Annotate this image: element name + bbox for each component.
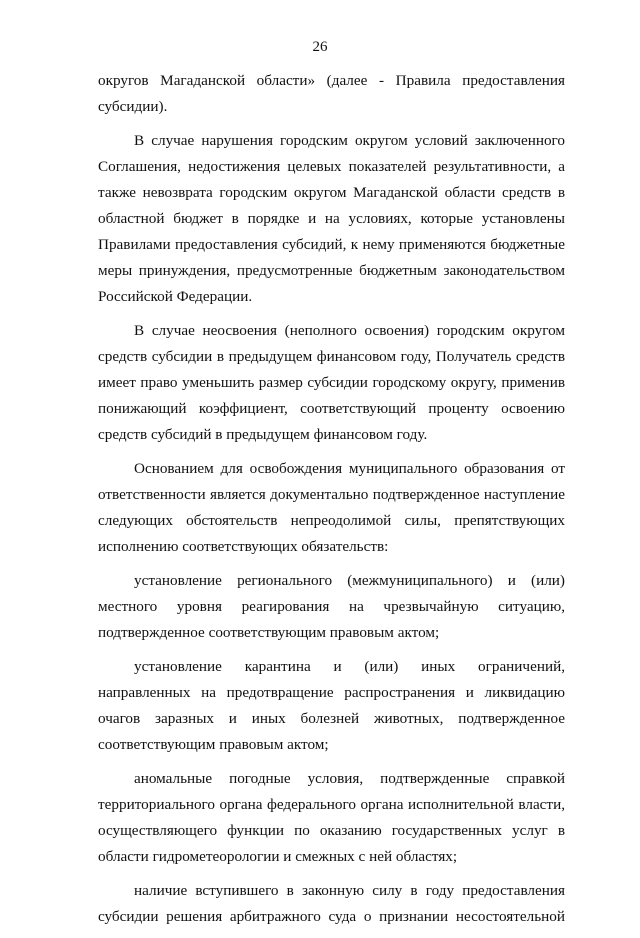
document-body — [98, 68, 565, 938]
list-item-weather-conditions: аномальные погодные условия, подтвержденные справкой территориального органа федерального органа исполнительной власти, осуществляющего функции по оказанию государственных услуг в области гидрометеорологии и смежных с ней областях; — [98, 770, 565, 865]
list-item-emergency-response: установление регионального (межмуниципального) и (или) местного уровня реагирования на чрезвычайную ситуацию, подтвержденное соответствующим правовым актом; — [98, 572, 565, 641]
list-item-arbitration-ruling: наличие вступившего в законную силу в году предоставления субсидии решения арбитражного суда о признании несостоятельной — [98, 882, 565, 925]
paragraph-subsidy-reduction: В случае неосвоения (неполного освоения) городским округом средств субсидии в предыдущем финансовом году, Получатель средств имеет право уменьшить размер субсидии городскому округу, применив понижающий коэффициент, соответствующий проценту освоению средств субсидий в предыдущем финансовом году. — [98, 322, 565, 443]
paragraph-continuation: округов Магаданской области» (далее - Правила предоставления субсидии). — [98, 72, 565, 115]
page-number: 26 — [312, 39, 328, 55]
list-item-quarantine: установление карантина и (или) иных ограничений, направленных на предотвращение распространения и ликвидацию очагов заразных и иных болезней животных, подтвержденное соответствующим правовым актом; — [98, 658, 565, 753]
paragraph-force-majeure-basis: Основанием для освобождения муниципального образования от ответственности является документально подтвержденное наступление следующих обстоятельств непреодолимой силы, препятствующих исполнению соответствующих обязательств: — [98, 460, 565, 555]
paragraph-violation-measures: В случае нарушения городским округом условий заключенного Соглашения, недостижения целевых показателей результативности, а также невозврата городским округом Магаданской области средств в областной бюджет в порядке и на условиях, которые установлены Правилами предоставления субсидий, к нему применяются бюджетные меры принуждения, предусмотренные бюджетным законодательством Российской Федерации. — [98, 132, 565, 305]
